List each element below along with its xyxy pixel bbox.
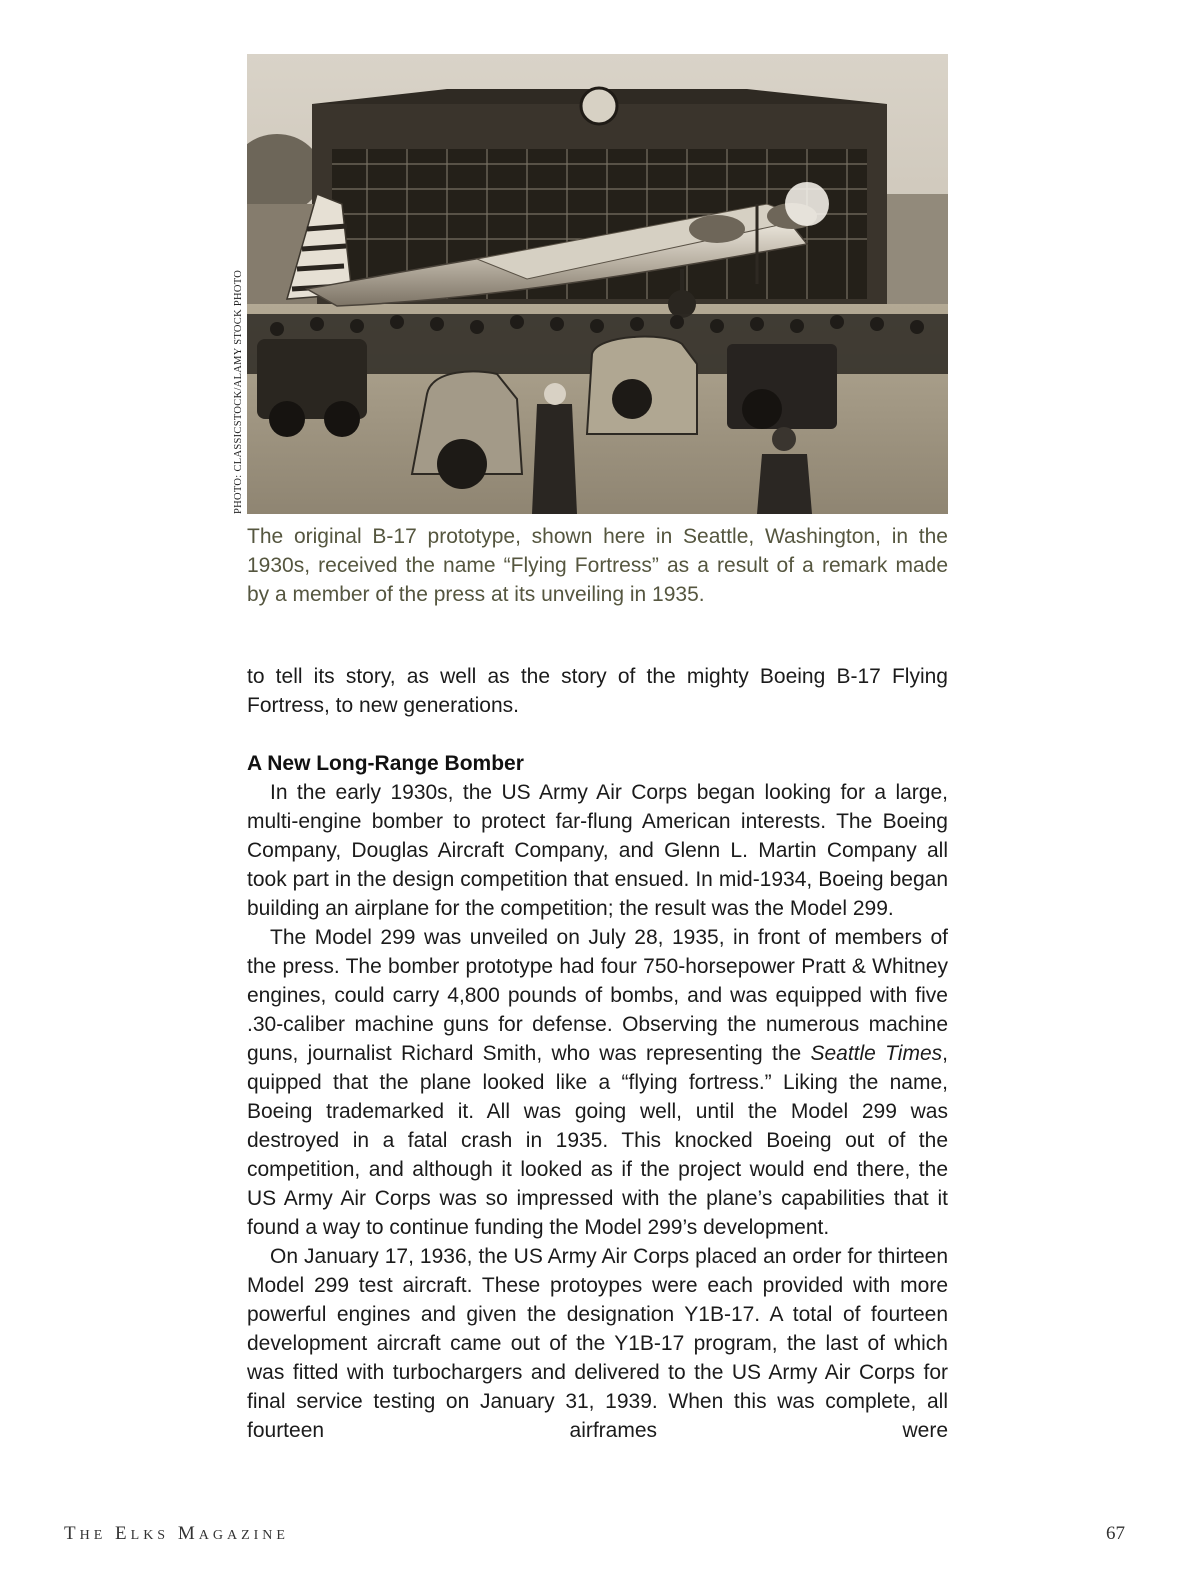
paragraph-2-part-b: , quipped that the plane looked like a “flying fortress.” Liking the name, Boeing trademarked it. All was going well, until the Model 299 was destroyed in a fatal crash in 1935. This knocked Boeing out of the competition, and although it looked as if the project would end there, the US Army Air Corps was so impressed with the plane’s capabilities that it found a way to continue funding the Model 299’s development. (247, 1042, 948, 1239)
intro-paragraph: to tell its story, as well as the story of the mighty Boeing B-17 Flying Fortress, to new generations. (247, 665, 948, 717)
paragraph-1: In the early 1930s, the US Army Air Corps began looking for a large, multi-engine bomber to protect far-flung American interests. The Boeing Company, Douglas Aircraft Company, and Glenn L. Martin Company all took part in the design competition that ensued. In mid-1934, Boeing began building an airplane for the competition; the result was the Model 299. (247, 781, 948, 920)
title-agazine: AGAZINE (198, 1528, 289, 1543)
paragraph-2-part-a: The Model 299 was unveiled on July 28, 1935, in front of members of the press. The bomber prototype had four 750-horsepower Pratt & Whitney engines, could carry 4,800 pounds of bombs, and was equipped with five .30-caliber machine guns for defense. Observing the numerous machine guns, journalist Richard Smith, who was representing the (247, 926, 948, 1065)
section-heading: A New Long-Range Bomber (247, 752, 524, 775)
paragraph-2 (247, 923, 948, 1242)
newspaper-name: Seattle Times (810, 1042, 943, 1065)
magazine-title (64, 1523, 289, 1545)
title-m: M (177, 1523, 199, 1544)
article-body (247, 662, 948, 1445)
title-lks: LKS (130, 1528, 170, 1543)
b17-prototype-photo (247, 54, 948, 514)
title-e: E (115, 1523, 131, 1544)
paragraph-3: On January 17, 1936, the US Army Air Corps placed an order for thirteen Model 299 test aircraft. These protoypes were each provided with more powerful engines and given the designation Y1B-17. A total of fourteen development aircraft came out of the Y1B-17 program, the last of which was fitted with turbochargers and delivered to the US Army Air Corps for final service testing on January 31, 1939. When this was complete, all fourteen airframes were (247, 1245, 948, 1442)
page-number: 67 (1106, 1523, 1125, 1544)
photo-caption: The original B-17 prototype, shown here in Seattle, Washington, in the 1930s, received the name “Flying Fortress” as a result of a remark made by a member of the press at its unveiling in 1935. (247, 525, 948, 606)
title-t: T (64, 1523, 80, 1544)
photo-credit: PHOTO: CLASSICSTOCK/ALAMY STOCK PHOTO (233, 269, 244, 514)
title-he: HE (79, 1528, 107, 1543)
